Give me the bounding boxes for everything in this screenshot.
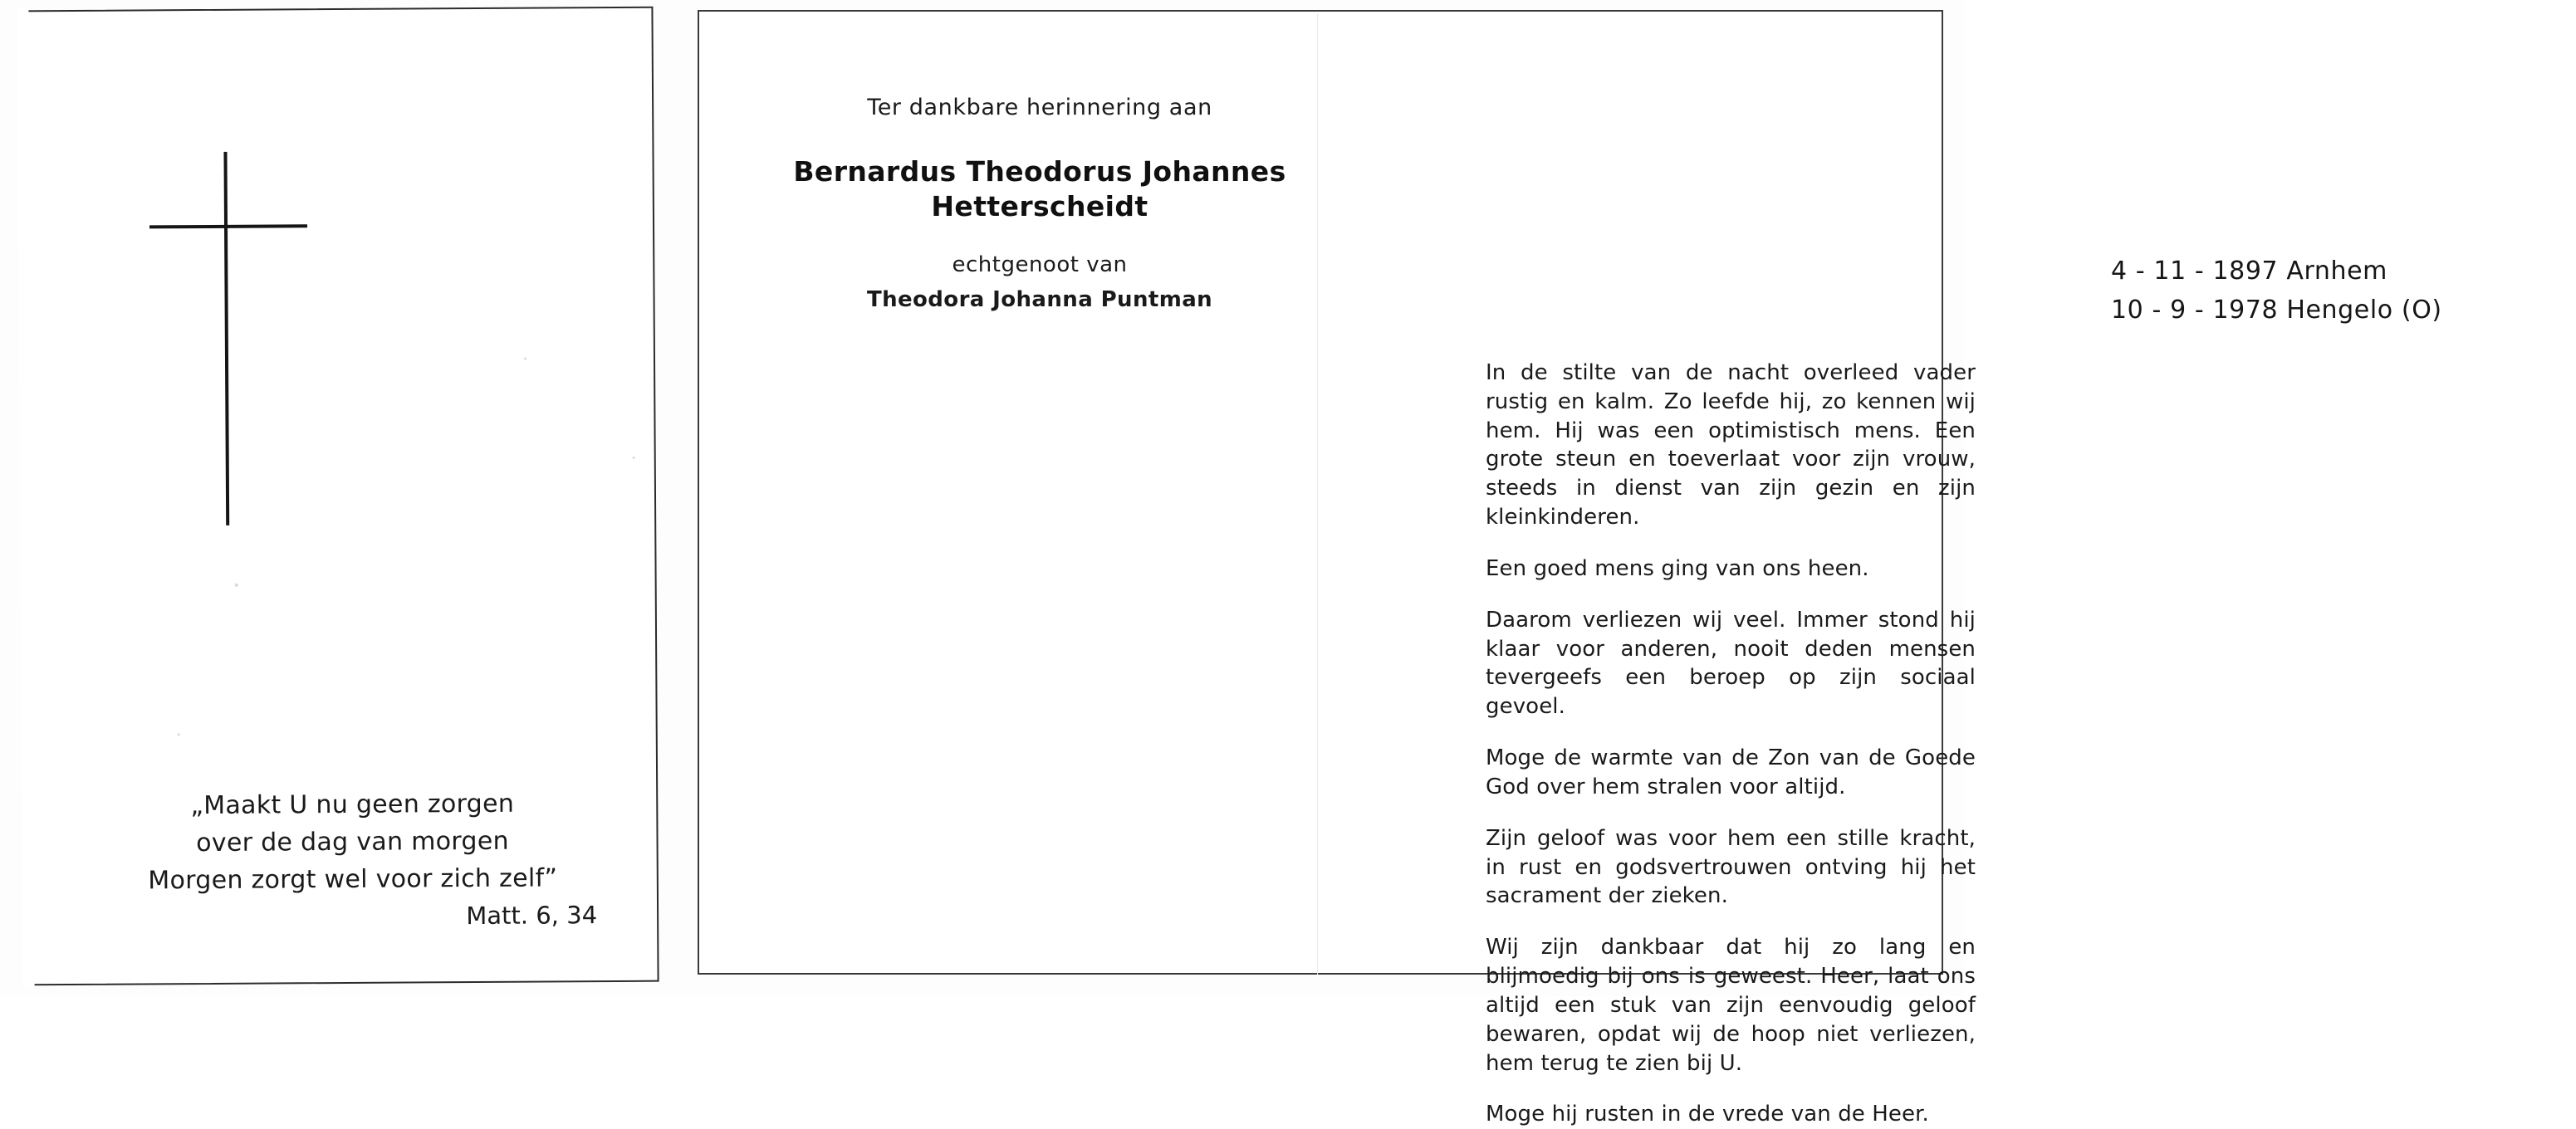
paragraph: In de stilte van de nacht overleed vader rustig en kalm. Zo leefde hij, zo kennen wij hem. Hij was een optimistisch mens. Een grote steun en toeverlaat voor zijn vrouw, steeds in dienst van zijn gezin en zijn kleinkinderen.: [1486, 360, 1976, 530]
memorial-card-left-page: [22, 7, 659, 986]
paragraph: Moge hij rusten in de vrede van de Heer.: [1486, 1102, 1929, 1127]
speck: [235, 584, 238, 587]
deceased-name-line-1: Bernardus Theodorus Johannes: [793, 155, 1286, 188]
spouse-name: Theodora Johanna Puntman: [866, 287, 1213, 312]
paragraph: Een goed mens ging van ons heen.: [1486, 555, 1869, 581]
deceased-name-line-2: Hetterscheidt: [931, 190, 1148, 223]
life-dates: [2111, 252, 2576, 330]
quote-line-1: „Maakt U nu geen zorgen: [190, 789, 515, 821]
death-date-and-place: 10 - 9 - 1978 Hengelo (O): [2111, 295, 2442, 325]
cross-horizontal-bar: [149, 224, 307, 228]
speck: [633, 457, 635, 459]
birth-date-and-place: 4 - 11 - 1897 Arnhem: [2111, 257, 2387, 286]
quote-line-2: over de dag van morgen: [196, 826, 509, 858]
scripture-quote: [78, 784, 627, 900]
memorial-body-text: [1486, 359, 1976, 1129]
cross-vertical-bar: [223, 152, 229, 525]
paragraph: Zijn geloof was voor hem een stille kracht, in rust en godsvertrouwen ontving hij het sacrament der zieken.: [1486, 825, 1976, 909]
cross-icon: [149, 151, 309, 525]
deceased-name: [749, 154, 1330, 224]
scripture-reference: Matt. 6, 34: [466, 901, 598, 931]
speck: [178, 733, 180, 736]
memorial-card-right-page: [698, 10, 2442, 1127]
memorial-card-content: [699, 12, 1976, 1127]
memorial-intro-text: Ter dankbare herinnering aan: [867, 95, 1212, 120]
paragraph: Moge de warmte van de Zon van de Goede God over hem stralen voor altijd.: [1486, 745, 1976, 799]
speck: [524, 358, 526, 360]
paragraph: Wij zijn dankbaar dat hij zo lang en blijmoedig bij ons is geweest. Heer, laat ons altijd een stuk van zijn eenvoudig geloof bewaren, opdat wij de hoop niet verliezen, hem terug te zien bij U.: [1486, 935, 1976, 1076]
quote-line-3: Morgen zorgt wel voor zich zelf”: [148, 863, 558, 896]
paragraph: Daarom verliezen wij veel. Immer stond hij klaar voor anderen, nooit deden mensen tevergeefs een beroep op zijn sociaal gevoel.: [1486, 607, 1976, 720]
spouse-label: echtgenoot van: [952, 252, 1128, 277]
